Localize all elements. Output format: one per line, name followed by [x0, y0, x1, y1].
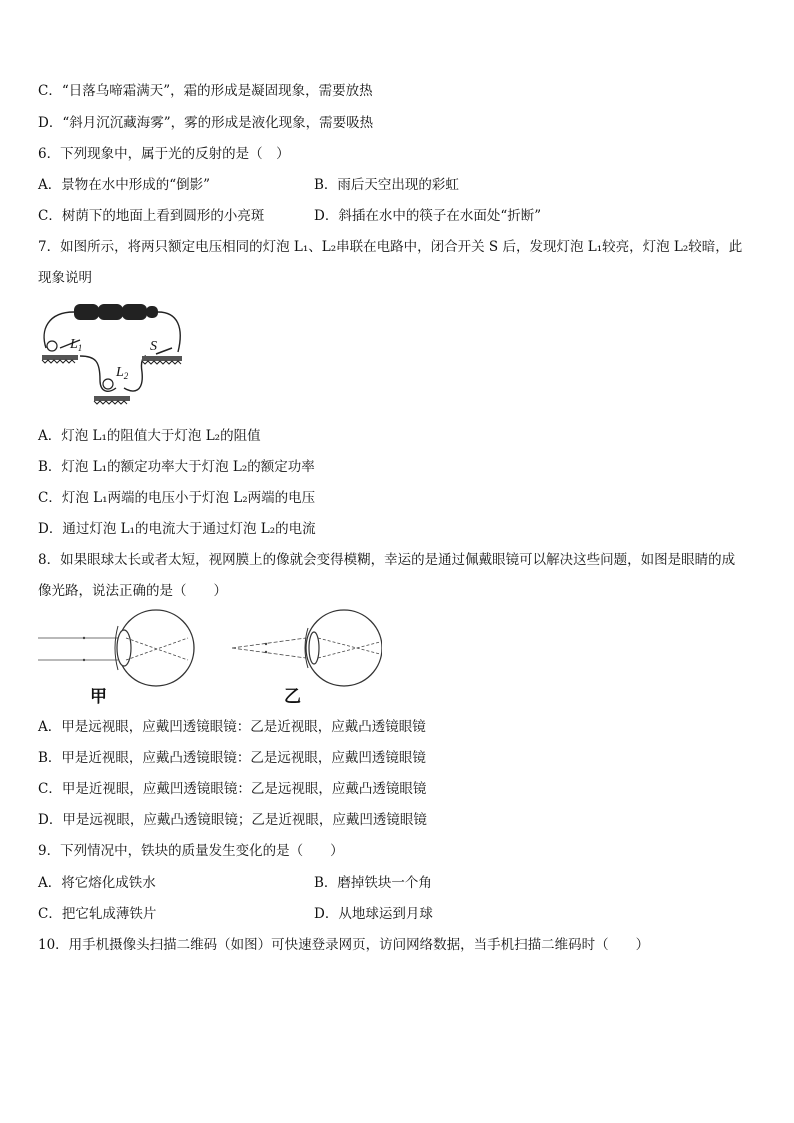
q6-option-c: C．树荫下的地面上看到圆形的小亮斑: [38, 208, 265, 224]
q7-stem-line2: 现象说明: [38, 270, 92, 286]
q6-option-b: B．雨后天空出现的彩虹: [314, 177, 459, 193]
q7-option-a: A．灯泡 L₁的阻值大于灯泡 L₂的阻值: [38, 428, 261, 444]
switch-icon: [142, 348, 182, 364]
q9-stem: 9．下列情况中，铁块的质量发生变化的是（ ）: [38, 843, 344, 859]
q7-option-b: B．灯泡 L₁的额定功率大于灯泡 L₂的额定功率: [38, 459, 315, 475]
circuit-diagram: [38, 300, 188, 412]
q6-option-a: A．景物在水中形成的“倒影”: [38, 177, 211, 193]
q6-option-d: D．斜插在水中的筷子在水面处“折断”: [314, 208, 542, 224]
label-l1: $L_1$: [70, 337, 83, 353]
label-yi: 乙: [284, 687, 301, 707]
q8-option-c: C．甲是近视眼，应戴凹透镜眼镜：乙是远视眼，应戴凸透镜眼镜: [38, 781, 427, 797]
eye-diagram-jia: [38, 608, 218, 708]
q8-option-b: B．甲是近视眼，应戴凸透镜眼镜：乙是远视眼，应戴凹透镜眼镜: [38, 750, 426, 766]
lamp-l2-icon: [94, 379, 130, 404]
q5-option-c: C．“日落乌啼霜满天”，霜的形成是凝固现象，需要放热: [38, 83, 373, 99]
q5-option-d: D．“斜月沉沉藏海雾”，雾的形成是液化现象，需要吸热: [38, 115, 374, 131]
label-s: S: [150, 339, 157, 354]
q9-option-b: B．磨掉铁块一个角: [314, 875, 432, 891]
label-l2: $L_2$: [116, 365, 129, 381]
q8-option-a: A．甲是远视眼，应戴凹透镜眼镜：乙是近视眼，应戴凸透镜眼镜: [38, 719, 426, 735]
q10-stem: 10．用手机摄像头扫描二维码（如图）可快速登录网页，访问网络数据，当手机扫描二维码时（ ）: [38, 937, 650, 953]
q6-stem: 6．下列现象中，属于光的反射的是（ ）: [38, 146, 290, 162]
q7-option-d: D．通过灯泡 L₁的电流大于通过灯泡 L₂的电流: [38, 521, 316, 537]
q9-option-d: D．从地球运到月球: [314, 906, 433, 922]
q9-option-a: A．将它熔化成铁水: [38, 875, 156, 891]
q7-option-c: C．灯泡 L₁两端的电压小于灯泡 L₂两端的电压: [38, 490, 316, 506]
q9-option-c: C．把它轧成薄铁片: [38, 906, 157, 922]
q8-option-d: D．甲是远视眼，应戴凸透镜眼镜；乙是近视眼，应戴凹透镜眼镜: [38, 812, 427, 828]
eye-diagram-yi: [232, 608, 382, 708]
q8-stem-line1: 8．如果眼球太长或者太短，视网膜上的像就会变得模糊，幸运的是通过佩戴眼镜可以解决这些问题，如图是眼睛的成: [38, 552, 736, 568]
battery-icon: [74, 304, 158, 320]
label-jia: 甲: [90, 687, 107, 707]
q7-stem-line1: 7．如图所示，将两只额定电压相同的灯泡 L₁、L₂串联在电路中，闭合开关 S 后，发现灯泡 L₁较亮，灯泡 L₂较暗，此: [38, 239, 743, 255]
q8-stem-line2: 像光路，说法正确的是（ ）: [38, 583, 227, 599]
